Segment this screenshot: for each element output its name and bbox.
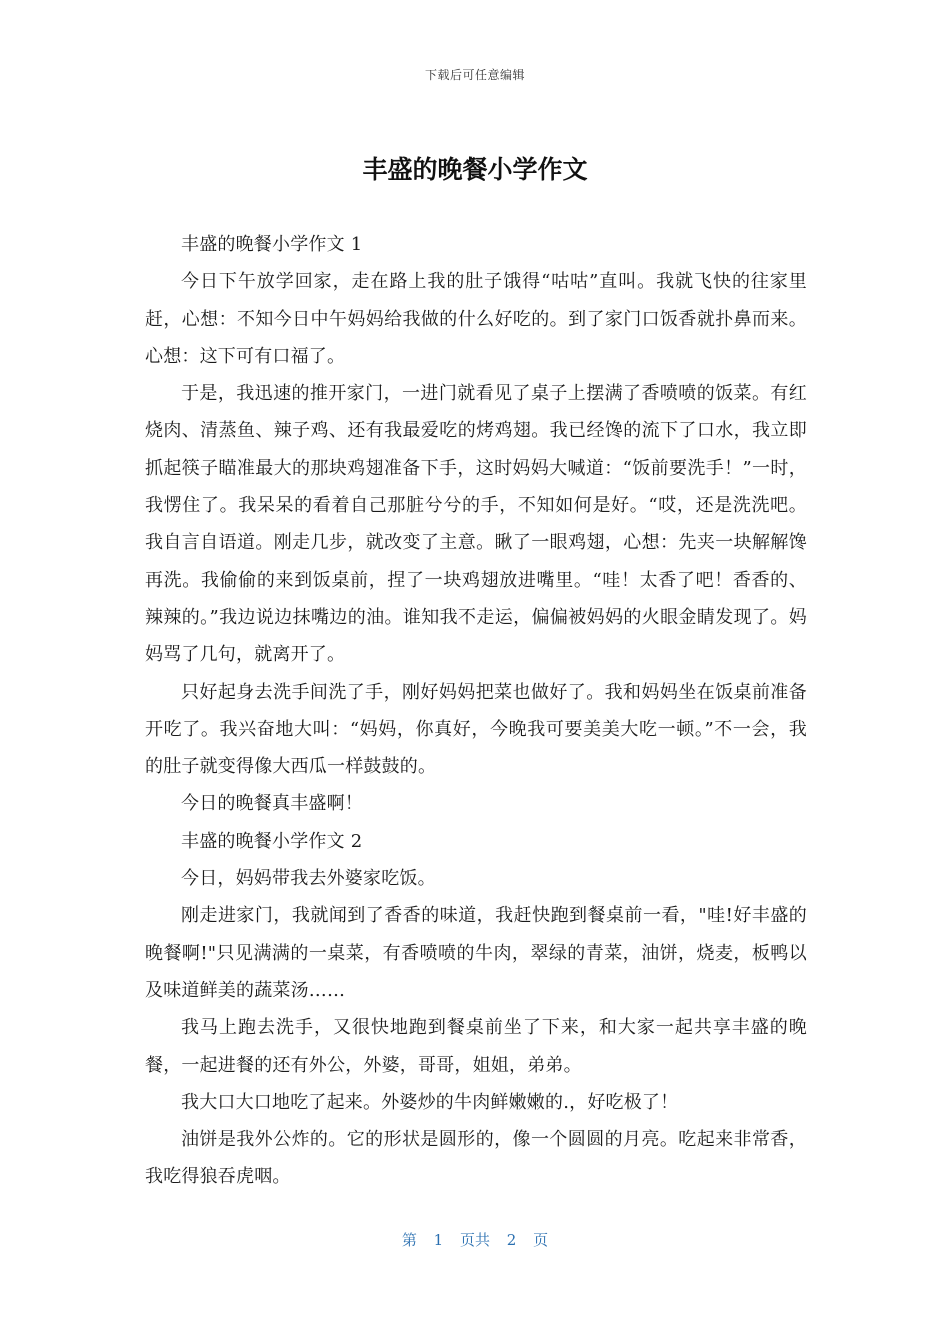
paragraph: 只好起身去洗手间洗了手，刚好妈妈把菜也做好了。我和妈妈坐在饭桌前准备开吃了。我兴奋地大叫：“妈妈，你真好，今晚我可要美美大吃一顿。”不一会，我的肚子就变得像大西瓜一样鼓鼓的。 xyxy=(145,681,807,778)
paragraph: 今日的晚餐真丰盛啊！ xyxy=(181,793,363,815)
document-title: 丰盛的晚餐小学作文 xyxy=(362,155,588,184)
paragraph: 于是，我迅速的推开家门，一进门就看见了桌子上摆满了香喷喷的饭菜。有红烧肉、清蒸鱼、辣子鸡、还有我最爱吃的烤鸡翅。我已经馋的流下了口水，我立即抓起筷子瞄准最大的那块鸡翅准备下手，这时妈妈大喊道：“饭前要洗手！”一时，我愣住了。我呆呆的看着自己那脏兮兮的手，不知如何是好。“哎，还是洗洗吧。我自言自语道。刚走几步，就改变了主意。瞅了一眼鸡翅，心想：先夹一块解解馋再洗。我偷偷的来到饭桌前，捏了一块鸡翅放进嘴里。“哇！太香了吧！香香的、辣辣的。”我边说边抹嘴边的油。谁知我不走运，偏偏被妈妈的火眼金睛发现了。妈妈骂了几句，就离开了。 xyxy=(145,383,807,666)
paragraph: 我马上跑去洗手，又很快地跑到餐桌前坐了下来，和大家一起共享丰盛的晚餐，一起进餐的还有外公，外婆，哥哥，姐姐，弟弟。 xyxy=(145,1017,807,1076)
paragraph: 我大口大口地吃了起来。外婆炒的牛肉鲜嫩嫩的.，好吃极了！ xyxy=(181,1091,679,1113)
footer-middle: 页共 xyxy=(459,1231,490,1249)
page-number-footer xyxy=(0,1229,950,1250)
section-heading-2: 丰盛的晚餐小学作文 2 xyxy=(181,830,363,852)
paragraph: 刚走进家门，我就闻到了香香的味道，我赶快跑到餐桌前一看，"哇!好丰盛的晚餐啊!"只见满满的一桌菜，有香喷喷的牛肉，翠绿的青菜，油饼，烧麦，板鸭以及味道鲜美的蔬菜汤…… xyxy=(145,905,807,1001)
header-note: 下载后可任意编辑 xyxy=(424,68,525,82)
footer-suffix: 页 xyxy=(533,1231,549,1249)
paragraph: 油饼是我外公炸的。它的形状是圆形的，像一个圆圆的月亮。吃起来非常香，我吃得狼吞虎咽。 xyxy=(145,1129,807,1188)
footer-prefix: 第 xyxy=(401,1231,417,1249)
document-body xyxy=(145,226,807,1196)
paragraph: 今日下午放学回家，走在路上我的肚子饿得“咕咕”直叫。我就飞快的往家里赶，心想：不知今日中午妈妈给我做的什么好吃的。到了家门口饭香就扑鼻而来。心想：这下可有口福了。 xyxy=(145,271,807,367)
paragraph: 今日，妈妈带我去外婆家吃饭。 xyxy=(181,868,436,890)
current-page-number: 1 xyxy=(433,1231,444,1249)
total-page-count: 2 xyxy=(506,1231,517,1249)
section-heading-1: 丰盛的晚餐小学作文 1 xyxy=(181,234,363,255)
